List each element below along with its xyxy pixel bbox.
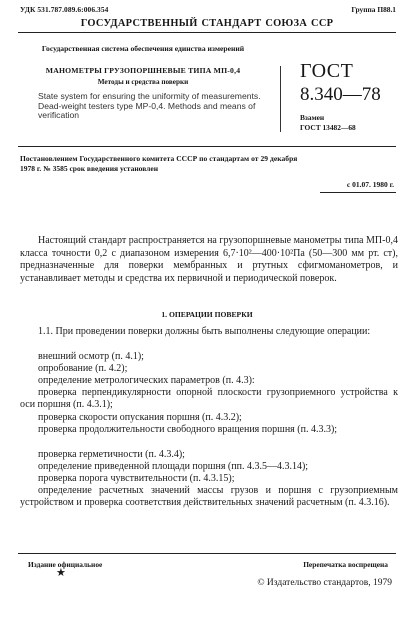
decree-text-line-2: 1978 г. № 3585 срок введения установлен	[20, 164, 159, 173]
operation-item: определение приведенной площади поршня (пп. 4.3.5—4.3.14);	[38, 461, 309, 472]
operation-item: проверка продолжительности свободного вращения поршня (п. 4.3.3);	[38, 424, 338, 435]
top-divider	[18, 32, 396, 33]
intro-paragraph: Настоящий стандарт распространяется на грузопоршневые манометры типа МП-0,4 класса точности 0,2 с диапазоном измерения 6,7·10²—400·10²Па (50—300 мм рт. ст), предназначенные для поверки мембранных и ртутных сфигмоманометров, и устанавливает методы и средства их первичной и периодической поверок.	[20, 235, 398, 284]
section-heading: 1. ОПЕРАЦИИ ПОВЕРКИ	[161, 310, 253, 319]
middle-divider	[18, 146, 396, 147]
decree-text-line-1: Постановлением Государственного комитета СССР по стандартам от 29 декабря	[20, 154, 298, 163]
operation-item: внешний осмотр (п. 4.1);	[38, 351, 144, 362]
standard-header-title: ГОСУДАРСТВЕННЫЙ СТАНДАРТ СОЮЗА ССР	[80, 18, 334, 29]
title-separator	[280, 66, 281, 132]
udk-code: УДК 531.787.089.6:006.354	[20, 5, 109, 14]
replaces-label: Взамен	[300, 113, 325, 122]
operation-item: опробование (п. 4.2);	[38, 363, 128, 374]
document-title: МАНОМЕТРЫ ГРУЗОПОРШНЕВЫЕ ТИПА МП-0,4	[45, 66, 241, 75]
clause-1-1-lead: 1.1. При проведении поверки должны быть выполнены следующие операции:	[38, 326, 371, 337]
document-subtitle: Методы и средства поверки	[97, 78, 189, 86]
copyright-notice: © Издательство стандартов, 1979	[257, 578, 392, 588]
replaces-value: ГОСТ 13482—68	[300, 123, 356, 132]
operation-item: проверка герметичности (п. 4.3.4);	[38, 449, 185, 460]
group-code: Группа П88.1	[351, 5, 396, 14]
operation-item: проверка перпендикулярности опорной плоскости грузоприемного устройства к оси поршня (п. 4.3.1);	[20, 387, 398, 411]
reprint-notice: Перепечатка воспрещена	[303, 560, 388, 569]
operation-item: определение расчетных значений массы грузов и поршня с грузоприемным устройством и проверка соответствия действительных значений расчетным (п. 4.3.16).	[20, 485, 398, 509]
english-title: State system for ensuring the uniformity of measurements. Dead-weight testers type MP-0,4. Methods and means of verification	[38, 91, 261, 121]
operation-item: проверка порога чувствительности (п. 4.3.15);	[38, 473, 235, 484]
gost-label: ГОСТ	[300, 60, 354, 82]
date-underline	[320, 192, 396, 193]
system-title: Государственная система обеспечения единства измерений	[41, 44, 245, 53]
gost-number: 8.340—78	[300, 84, 381, 105]
operation-item: проверка скорости опускания поршня (п. 4.3.2);	[38, 412, 242, 423]
star-icon: ★	[56, 567, 66, 579]
operation-item: определение метрологических параметров (п. 4.3):	[38, 375, 255, 386]
footer-divider	[18, 553, 396, 554]
edition-label: Издание официальное	[28, 560, 103, 569]
effective-date: с 01.07. 1980 г.	[346, 180, 394, 189]
